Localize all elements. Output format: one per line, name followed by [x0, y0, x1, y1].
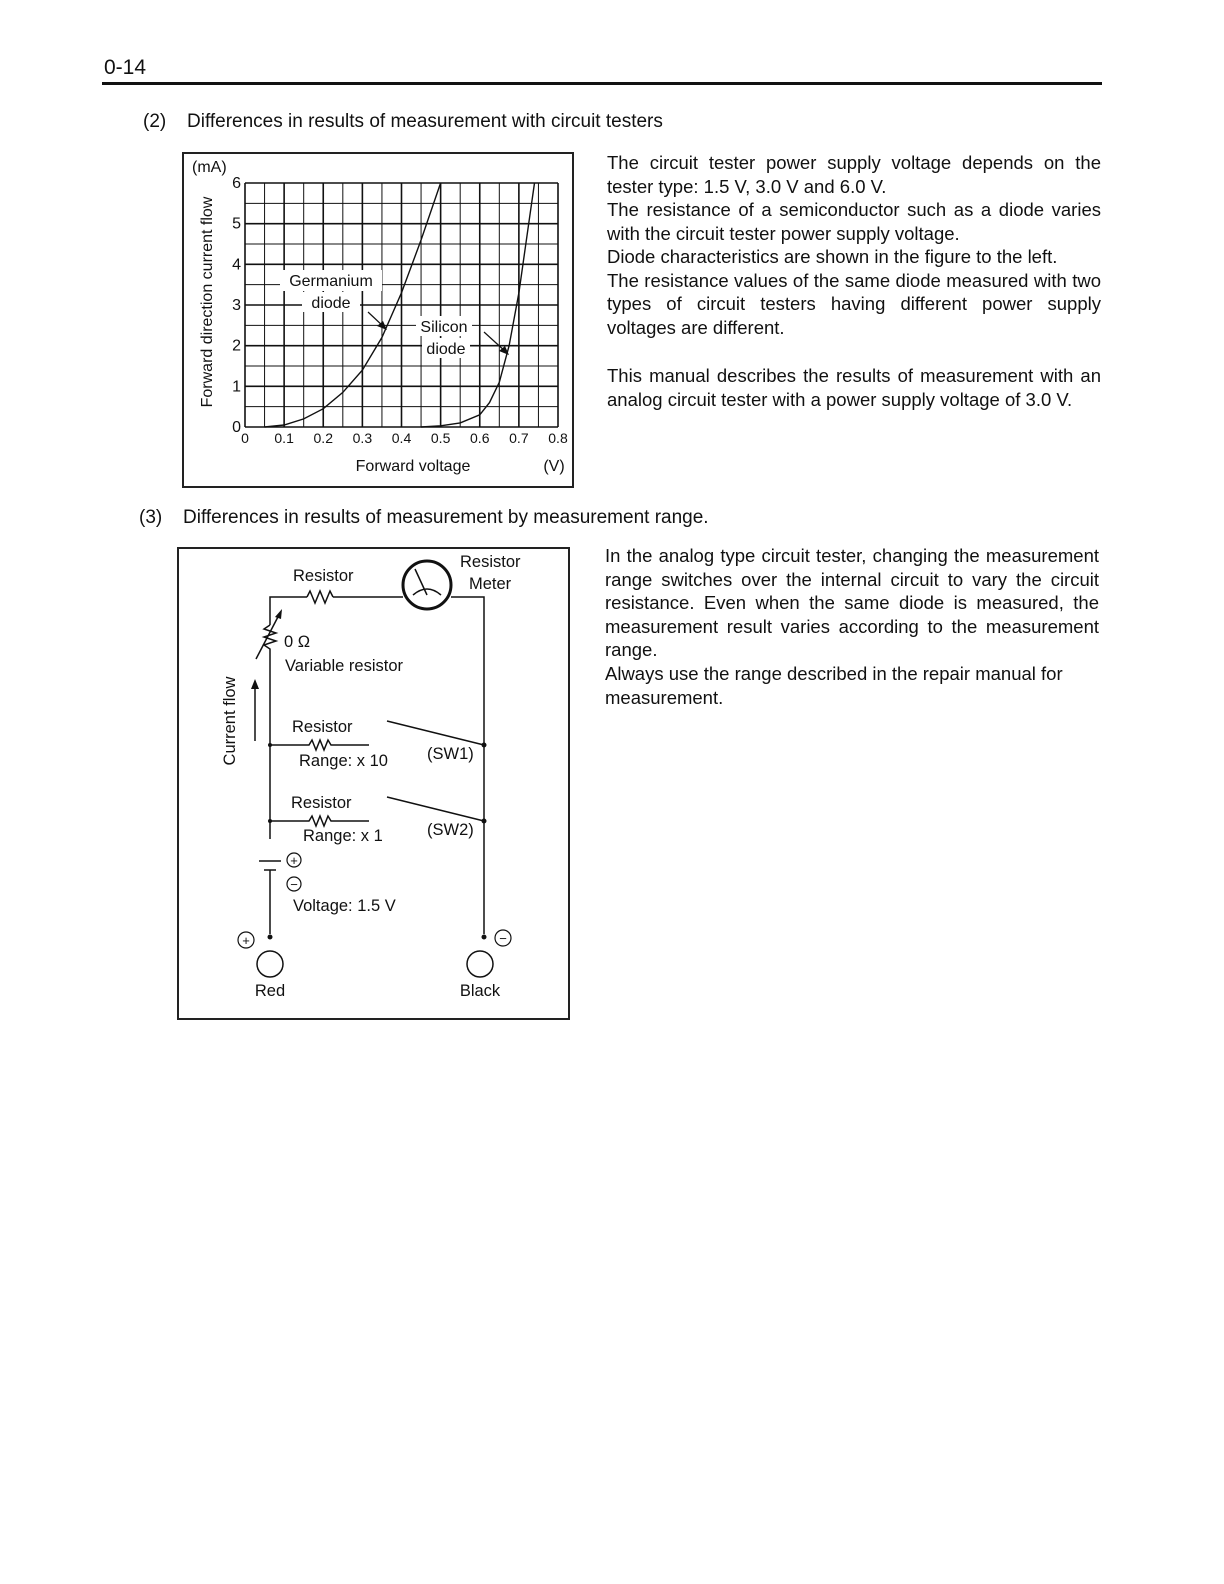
- range-x10-label: Range: x 10: [299, 752, 388, 770]
- germanium-label-line2: diode: [311, 295, 351, 312]
- zero-ohm-label: 0 Ω: [284, 633, 311, 651]
- sw2-switch: [387, 797, 484, 821]
- y-tick-label: 2: [232, 337, 241, 355]
- x-axis-label: Forward voltage: [355, 458, 471, 475]
- y-unit-label: (mA): [192, 159, 227, 176]
- sw1-label: (SW1): [427, 745, 474, 763]
- section3-number: (3): [139, 507, 163, 528]
- x-tick-label: 0.8: [548, 430, 568, 446]
- sw1-switch: [387, 721, 484, 745]
- silicon-label-line1: Silicon: [420, 319, 468, 336]
- y-axis-label: Forward direction current flow: [199, 196, 216, 408]
- section2-text-line3: Diode characteristics are shown in the figure to the left.: [607, 246, 1058, 267]
- sw2-label: (SW2): [427, 821, 474, 839]
- chart-grid: [245, 183, 558, 427]
- y-tick-label: 3: [232, 297, 241, 314]
- y-tick-label: 0: [232, 419, 241, 436]
- silicon-label-line2: diode: [426, 341, 466, 358]
- y-tick-label: 1: [232, 378, 241, 396]
- section2-title: Differences in results of measurement with circuit testers: [187, 111, 663, 132]
- section3-paragraph1: In the analog type circuit tester, changing the measurement range switches over the internal circuit to vary the circuit resistance. Even when the same diode is measured, the measurement result varies according to the measurement range.: [605, 545, 1099, 660]
- meter-label-line1: Resistor: [460, 553, 521, 571]
- battery-icon: [259, 861, 281, 870]
- germanium-label-line1: Germanium: [289, 273, 373, 290]
- y-tick-label: 6: [232, 175, 241, 192]
- x-tick-label: 0.5: [430, 430, 451, 446]
- x-tick-label: 0.6: [470, 430, 490, 446]
- red-label: Red: [254, 982, 286, 1000]
- y-tick-labels: [232, 175, 241, 436]
- black-terminal-icon: [467, 951, 493, 977]
- meter-needle: [413, 569, 441, 595]
- section2-paragraph1: [607, 151, 1101, 339]
- variable-resistor-arrow: [256, 613, 280, 659]
- variable-resistor-arrowhead: [275, 609, 282, 619]
- x-tick-label: 0.3: [352, 430, 373, 446]
- diode-characteristics-chart: [184, 154, 572, 486]
- section2-text-line4: The resistance values of the same diode measured with two types of circuit testers having different power supply voltages are different.: [607, 269, 1101, 338]
- x-tick-label: 0.2: [313, 430, 333, 446]
- range-x1-label: Range: x 1: [303, 827, 383, 845]
- sw2-wire: [270, 816, 369, 826]
- section3-title: Differences in results of measurement by measurement range.: [183, 507, 709, 528]
- y-tick-label: 4: [232, 256, 241, 274]
- battery-plus-sign: +: [290, 853, 298, 868]
- sw1-wire: [270, 740, 369, 750]
- y-tick-label: 5: [232, 215, 241, 233]
- section2-heading: [143, 111, 663, 133]
- page-number: 0-14: [104, 56, 147, 79]
- top-resistor-label: Resistor: [293, 567, 354, 585]
- diode-chart-box: [182, 152, 574, 488]
- variable-resistor-label: Variable resistor: [285, 657, 403, 675]
- section3-heading: [139, 507, 709, 529]
- battery-minus-sign: −: [290, 877, 298, 892]
- voltage-label: Voltage: 1.5 V: [293, 897, 396, 915]
- section2-text-line1: The circuit tester power supply voltage depends on the tester type: 1.5 V, 3.0 V and 6.0 V.: [607, 152, 1101, 197]
- x-tick-label: 0.7: [509, 430, 529, 446]
- sw2-resistor-label: Resistor: [291, 794, 352, 812]
- red-plus-sign: +: [242, 933, 250, 948]
- circuit-diagram: [179, 549, 568, 1018]
- x-tick-label: 0.1: [274, 430, 294, 446]
- header-rule: [102, 82, 1102, 85]
- x-tick-labels: [241, 430, 568, 446]
- meter-label-line2: Meter: [469, 575, 512, 593]
- section2-paragraph2: This manual describes the results of measurement with an analog circuit tester with a power supply voltage of 3.0 V.: [607, 365, 1101, 410]
- current-flow-label: Current flow: [221, 676, 239, 766]
- x-axis-unit: (V): [543, 458, 565, 475]
- red-terminal-icon: [257, 951, 283, 977]
- current-flow-arrowhead: [251, 679, 259, 689]
- top-resistor: [307, 591, 333, 603]
- black-label: Black: [459, 982, 501, 1000]
- right-wire-top: [451, 597, 484, 745]
- x-tick-label: 0: [241, 430, 249, 446]
- circuit-diagram-box: [177, 547, 570, 1020]
- section3-paragraph2: Always use the range described in the repair manual for measurement.: [605, 663, 1063, 708]
- black-minus-sign: −: [499, 931, 507, 946]
- section2-number: (2): [143, 111, 167, 132]
- section2-text-line2: The resistance of a semiconductor such as a diode varies with the circuit tester power supply voltage.: [607, 199, 1101, 244]
- x-tick-label: 0.4: [391, 430, 412, 446]
- resistor-meter-icon: [403, 561, 451, 609]
- sw1-resistor-label: Resistor: [292, 718, 353, 736]
